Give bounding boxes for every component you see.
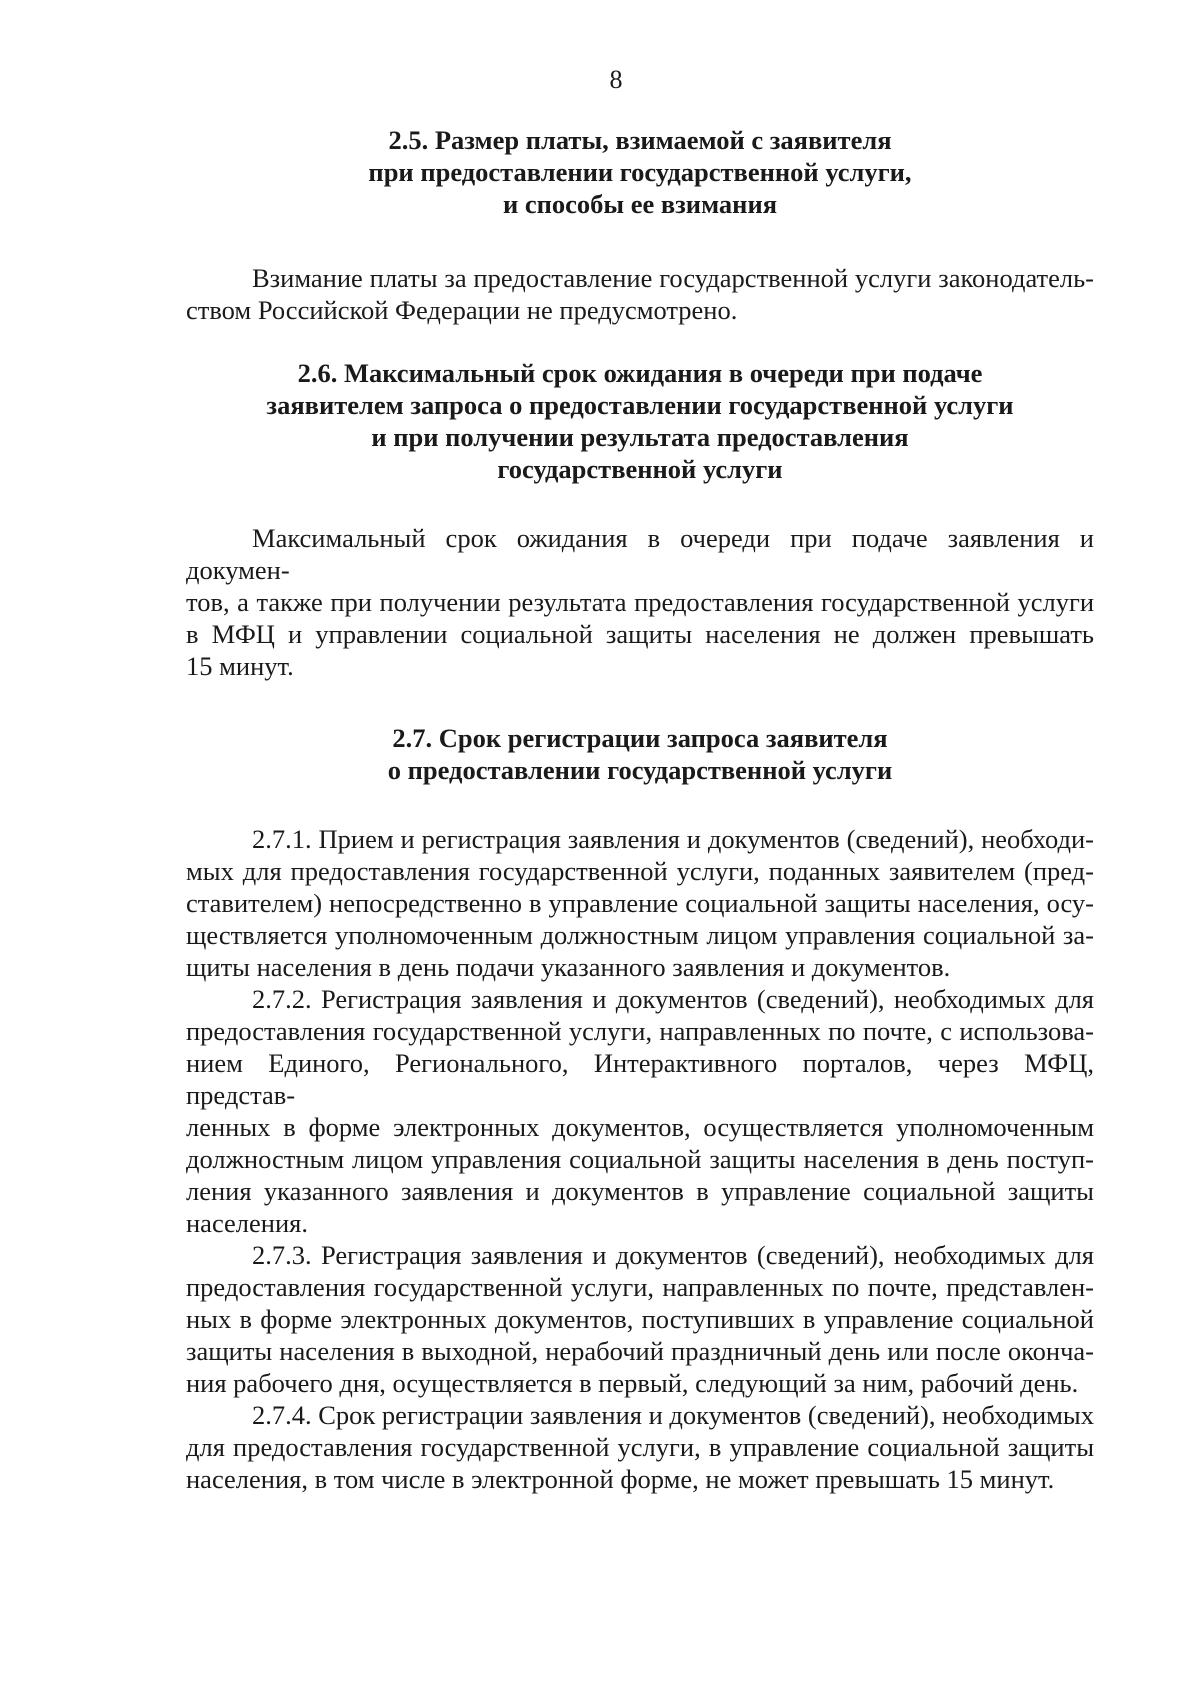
section-heading-2-5 <box>186 124 1094 220</box>
paragraph-line: защиты населения в выходной, нерабочий праздничный день или после оконча- <box>186 1336 1094 1366</box>
paragraph-line: предоставления государственной услуги, направленных по почте, представлен- <box>186 1272 1094 1302</box>
paragraph-2-7-1 <box>186 823 1094 983</box>
paragraph-line: ния рабочего дня, осуществляется в первый, следующий за ним, рабочий день. <box>186 1368 1079 1398</box>
paragraph-line: ления указанного заявления и документов в управление социальной защиты <box>186 1176 1094 1206</box>
document-body <box>186 124 1094 1495</box>
paragraph-line: населения. <box>186 1208 308 1238</box>
paragraph-line: 15 минут. <box>186 651 294 681</box>
paragraph-line: нием Единого, Регионального, Интерактивного порталов, через МФЦ, представ- <box>186 1048 1094 1110</box>
paragraph-line: 2.7.4. Срок регистрации заявления и документов (сведений), необходимых <box>252 1400 1094 1430</box>
heading-line: заявителем запроса о предоставлении государственной услуги <box>266 390 1014 420</box>
heading-line: при предоставлении государственной услуги, <box>368 157 912 187</box>
paragraph-line: ленных в форме электронных документов, осуществляется уполномоченным <box>186 1112 1094 1142</box>
heading-line: 2.5. Размер платы, взимаемой с заявителя <box>388 125 892 155</box>
paragraph-line: тов, а также при получении результата предоставления государственной услуги <box>186 587 1094 617</box>
paragraph-line: Взимание платы за предоставление государственной услуги законодатель- <box>252 263 1094 293</box>
paragraph-line: мых для предоставления государственной услуги, поданных заявителем (пред- <box>186 856 1094 886</box>
page-number: 8 <box>609 65 623 94</box>
heading-line: 2.6. Максимальный срок ожидания в очереди при подаче <box>297 358 983 388</box>
paragraph-line: в МФЦ и управлении социальной защиты населения не должен превышать <box>186 619 1094 649</box>
paragraph-line: 2.7.2. Регистрация заявления и документов (сведений), необходимых для <box>252 984 1094 1014</box>
heading-line: и способы ее взимания <box>502 189 778 219</box>
section-heading-2-7 <box>186 722 1094 786</box>
section-paragraph-2-5 <box>186 262 1094 326</box>
paragraph-line: ных в форме электронных документов, поступивших в управление социальной <box>186 1304 1094 1334</box>
paragraph-line: Максимальный срок ожидания в очереди при подаче заявления и докумен- <box>186 523 1094 585</box>
paragraph-2-7-2 <box>186 983 1094 1239</box>
paragraph-line: 2.7.3. Регистрация заявления и документов (сведений), необходимых для <box>252 1240 1094 1270</box>
paragraph-line: 2.7.1. Прием и регистрация заявления и документов (сведений), необходи- <box>252 824 1094 854</box>
heading-line: государственной услуги <box>497 454 783 484</box>
heading-line: 2.7. Срок регистрации запроса заявителя <box>392 723 888 753</box>
section-heading-2-6 <box>186 357 1094 485</box>
paragraph-line: населения, в том числе в электронной форме, не может превышать 15 минут. <box>186 1464 1055 1494</box>
paragraph-line: предоставления государственной услуги, направленных по почте, с использова- <box>186 1016 1094 1046</box>
heading-line: и при получении результата предоставления <box>371 422 909 452</box>
paragraph-line: ством Российской Федерации не предусмотрено. <box>186 295 738 325</box>
paragraph-2-7-4 <box>186 1399 1094 1495</box>
paragraph-line: ществляется уполномоченным должностным лицом управления социальной за- <box>186 920 1094 950</box>
paragraph-line: для предоставления государственной услуги, в управление социальной защиты <box>186 1432 1094 1462</box>
paragraph-line: щиты населения в день подачи указанного заявления и документов. <box>186 952 951 982</box>
paragraph-line: ставителем) непосредственно в управление социальной защиты населения, осу- <box>186 888 1094 918</box>
section-paragraph-2-6 <box>186 522 1094 682</box>
paragraph-line: должностным лицом управления социальной защиты населения в день поступ- <box>186 1144 1094 1174</box>
paragraph-2-7-3 <box>186 1239 1094 1399</box>
heading-line: о предоставлении государственной услуги <box>387 755 893 785</box>
